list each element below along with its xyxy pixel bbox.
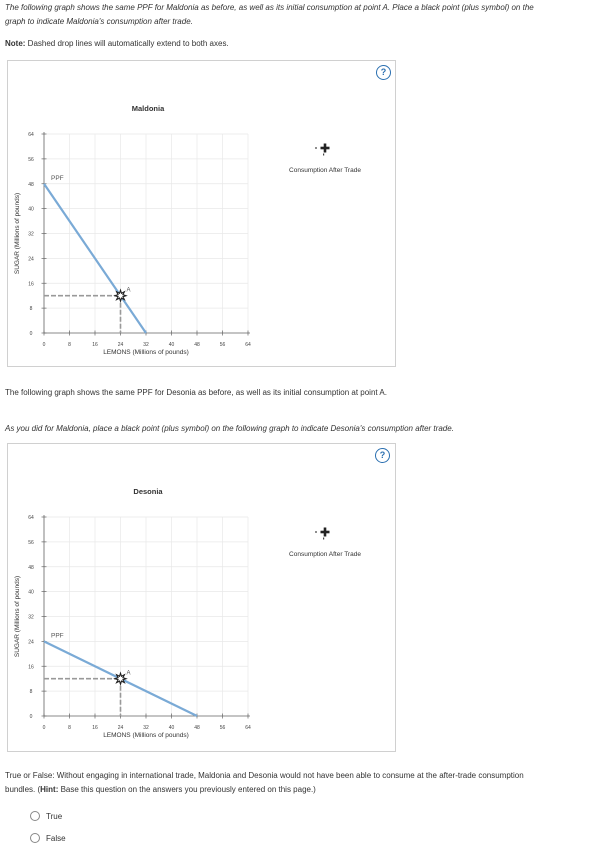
desonia-x-tick-label-8: 64 xyxy=(245,725,251,731)
option-false[interactable] xyxy=(30,833,66,843)
maldonia-graph-panel xyxy=(7,60,396,367)
note-body: Dashed drop lines will automatically extend to both axes. xyxy=(25,39,229,48)
maldonia-instruction-line2: graph to indicate Maldonia's consumption after trade. xyxy=(5,17,193,26)
desonia-y-tick-label-2: 16 xyxy=(28,664,34,671)
maldonia-y-tick-label-2: 16 xyxy=(28,281,34,288)
desonia-y-tick-label-7: 56 xyxy=(28,539,34,546)
maldonia-chart-title: Maldonia xyxy=(131,104,165,113)
maldonia-y-tick-label-0: 0 xyxy=(29,331,33,337)
desonia-legend-label: Consumption After Trade xyxy=(289,551,361,558)
maldonia-x-tick-label-4: 32 xyxy=(143,342,149,348)
maldonia-x-tick-label-2: 16 xyxy=(92,342,98,348)
maldonia-y-tick-label-4: 32 xyxy=(28,231,34,238)
desonia-x-tick-label-5: 40 xyxy=(168,725,175,731)
desonia-x-tick-label-7: 56 xyxy=(219,725,226,731)
desonia-y-axis-label: SUGAR (Millions of pounds) xyxy=(14,575,21,658)
maldonia-x-tick-label-1: 8 xyxy=(68,342,71,348)
maldonia-help-button[interactable]: ? xyxy=(376,65,391,80)
desonia-graph-panel xyxy=(7,443,396,752)
desonia-x-tick-label-6: 48 xyxy=(194,725,200,731)
desonia-x-tick-label-4: 32 xyxy=(143,725,149,731)
question-line2 xyxy=(5,783,605,796)
option-false-label: False xyxy=(46,833,66,843)
maldonia-point-a-label: A xyxy=(126,287,131,294)
desonia-chart-title: Desonia xyxy=(133,487,163,496)
desonia-help-button[interactable]: ? xyxy=(375,448,390,463)
question-line2-pre: bundles. ( xyxy=(5,785,41,794)
desonia-ppf-label: PPF xyxy=(51,632,64,640)
note-label: Note: xyxy=(5,39,26,48)
option-true[interactable] xyxy=(30,811,62,821)
maldonia-ppf-label: PPF xyxy=(51,174,64,182)
desonia-x-tick-label-2: 16 xyxy=(92,725,98,731)
maldonia-x-tick-label-3: 24 xyxy=(117,342,124,348)
maldonia-x-tick-label-0: 0 xyxy=(42,342,46,348)
maldonia-y-tick-label-7: 56 xyxy=(28,156,34,163)
maldonia-y-tick-label-3: 24 xyxy=(28,256,34,263)
desonia-instruction-text: As you did for Maldonia, place a black point (plus symbol) on the following graph to indicate Desonia's consumption after trade. xyxy=(5,424,454,433)
maldonia-x-tick-label-6: 48 xyxy=(194,342,200,348)
radio-false[interactable] xyxy=(30,833,40,843)
maldonia-y-tick-label-5: 40 xyxy=(28,206,34,213)
desonia-y-tick-label-8: 64 xyxy=(28,515,34,521)
maldonia-instruction-line1: The following graph shows the same PPF for Maldonia as before, as well as its initial consumption at point A. Place a black point (plus symbol) on the xyxy=(5,3,534,12)
maldonia-legend-label: Consumption After Trade xyxy=(289,167,361,174)
question-line1: True or False: Without engaging in international trade, Maldonia and Desonia would not have been able to consume at the after-trade consumption xyxy=(5,771,524,780)
maldonia-point-a-marker xyxy=(115,290,126,301)
maldonia-x-tick-label-7: 56 xyxy=(219,342,226,348)
desonia-y-tick-label-1: 8 xyxy=(29,689,33,696)
desonia-x-tick-label-0: 0 xyxy=(42,725,46,731)
desonia-point-a-marker xyxy=(115,673,126,684)
maldonia-y-tick-label-6: 48 xyxy=(28,181,34,188)
question-line2-post: Base this question on the answers you previously entered on this page.) xyxy=(58,785,316,794)
desonia-y-tick-label-5: 40 xyxy=(28,589,34,596)
desonia-intro-text: The following graph shows the same PPF for Desonia as before, as well as its initial consumption at point A. xyxy=(5,388,387,397)
desonia-y-tick-label-6: 48 xyxy=(28,564,34,571)
desonia-x-tick-label-1: 8 xyxy=(68,725,71,731)
option-true-label: True xyxy=(46,811,63,821)
desonia-consumption-after-trade-tool[interactable] xyxy=(315,528,330,540)
desonia-x-tick-label-3: 24 xyxy=(117,725,124,731)
note-text xyxy=(5,37,605,50)
maldonia-y-tick-label-1: 8 xyxy=(29,306,33,313)
desonia-x-axis-label: LEMONS (Millions of pounds) xyxy=(103,732,189,739)
desonia-y-tick-label-0: 0 xyxy=(29,714,33,720)
hint-label: Hint: xyxy=(40,785,59,794)
radio-true[interactable] xyxy=(30,811,40,821)
maldonia-chart[interactable] xyxy=(8,61,395,366)
desonia-chart[interactable] xyxy=(8,444,395,751)
desonia-y-tick-label-3: 24 xyxy=(28,639,34,646)
maldonia-x-tick-label-5: 40 xyxy=(168,342,175,348)
maldonia-y-tick-label-8: 64 xyxy=(28,132,34,138)
maldonia-y-axis-label: SUGAR (Millions of pounds) xyxy=(14,192,21,275)
desonia-y-tick-label-4: 32 xyxy=(28,614,34,621)
maldonia-x-axis-label: LEMONS (Millions of pounds) xyxy=(103,349,189,356)
maldonia-consumption-after-trade-tool[interactable] xyxy=(315,144,330,156)
maldonia-x-tick-label-8: 64 xyxy=(245,342,251,348)
desonia-point-a-label: A xyxy=(126,670,131,677)
